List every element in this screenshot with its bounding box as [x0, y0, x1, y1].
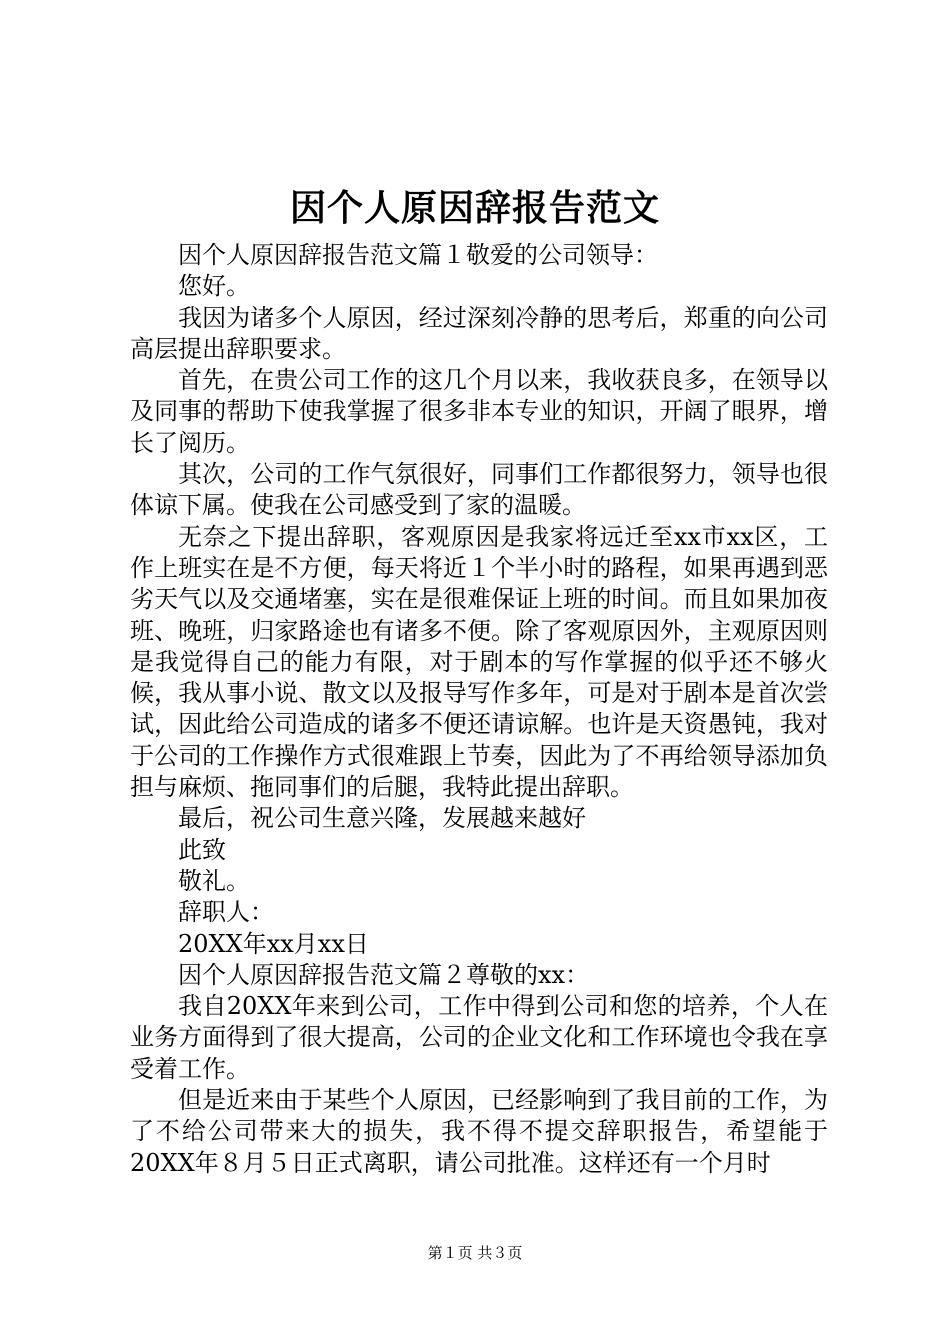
paragraph: 首先，在贵公司工作的这几个月以来，我收获良多，在领导以及同事的帮助下使我掌握了很多非本专业的知识，开阔了眼界，增长了阅历。: [130, 366, 828, 457]
paragraph: 无奈之下提出辞职，客观原因是我家将远迁至xx市xx区，工作上班实在是不方便，每天将近１个半小时的路程，如果再遇到恶劣天气以及交通堵塞，实在是很难保证上班的时间。而且如果加夜班、晚班，归家路途也有诸多不便。除了客观原因外，主观原因则是我觉得自己的能力有限，对于剧本的写作掌握的似乎还不够火候，我从事小说、散文以及报导写作多年，可是对于剧本是首次尝试，因此给公司造成的诸多不便还请谅解。也许是天资愚钝，我对于公司的工作操作方式很难跟上节奏，因此为了不再给领导添加负担与麻烦、拖同事们的后腿，我特此提出辞职。: [130, 522, 828, 802]
paragraph: 辞职人：: [178, 898, 274, 927]
paragraph: 因个人原因辞报告范文篇２尊敬的xx：: [178, 960, 590, 989]
paragraph: 其次，公司的工作气氛很好，同事们工作都很努力，领导也很体谅下属。使我在公司感受到了家的温暖。: [130, 460, 828, 520]
document-body: [130, 240, 828, 1179]
paragraph: 20XX年xx月xx日: [178, 929, 369, 958]
paragraph: 我自20XX年来到公司，工作中得到公司和您的培养，个人在业务方面得到了很大提高，公司的企业文化和工作环境也令我在享受着工作。: [130, 992, 828, 1083]
document-title: 因个人原因辞报告范文: [289, 187, 660, 229]
paragraph: 我因为诸多个人原因，经过深刻冷静的思考后，郑重的向公司高层提出辞职要求。: [130, 303, 828, 363]
paragraph: 因个人原因辞报告范文篇１敬爱的公司领导：: [178, 241, 658, 269]
paragraph: 但是近来由于某些个人原因，已经影响到了我目前的工作，为了不给公司带来大的损失，我不得不提交辞职报告，希望能于20XX年８月５日正式离职，请公司批准。这样还有一个月时: [130, 1086, 828, 1177]
page-number-footer: 第１页 共３页: [427, 1244, 523, 1262]
paragraph: 此致: [178, 835, 226, 864]
paragraph: 敬礼。: [178, 866, 250, 895]
paragraph: 最后，祝公司生意兴隆，发展越来越好: [178, 804, 586, 833]
paragraph: 您好。: [178, 272, 250, 301]
